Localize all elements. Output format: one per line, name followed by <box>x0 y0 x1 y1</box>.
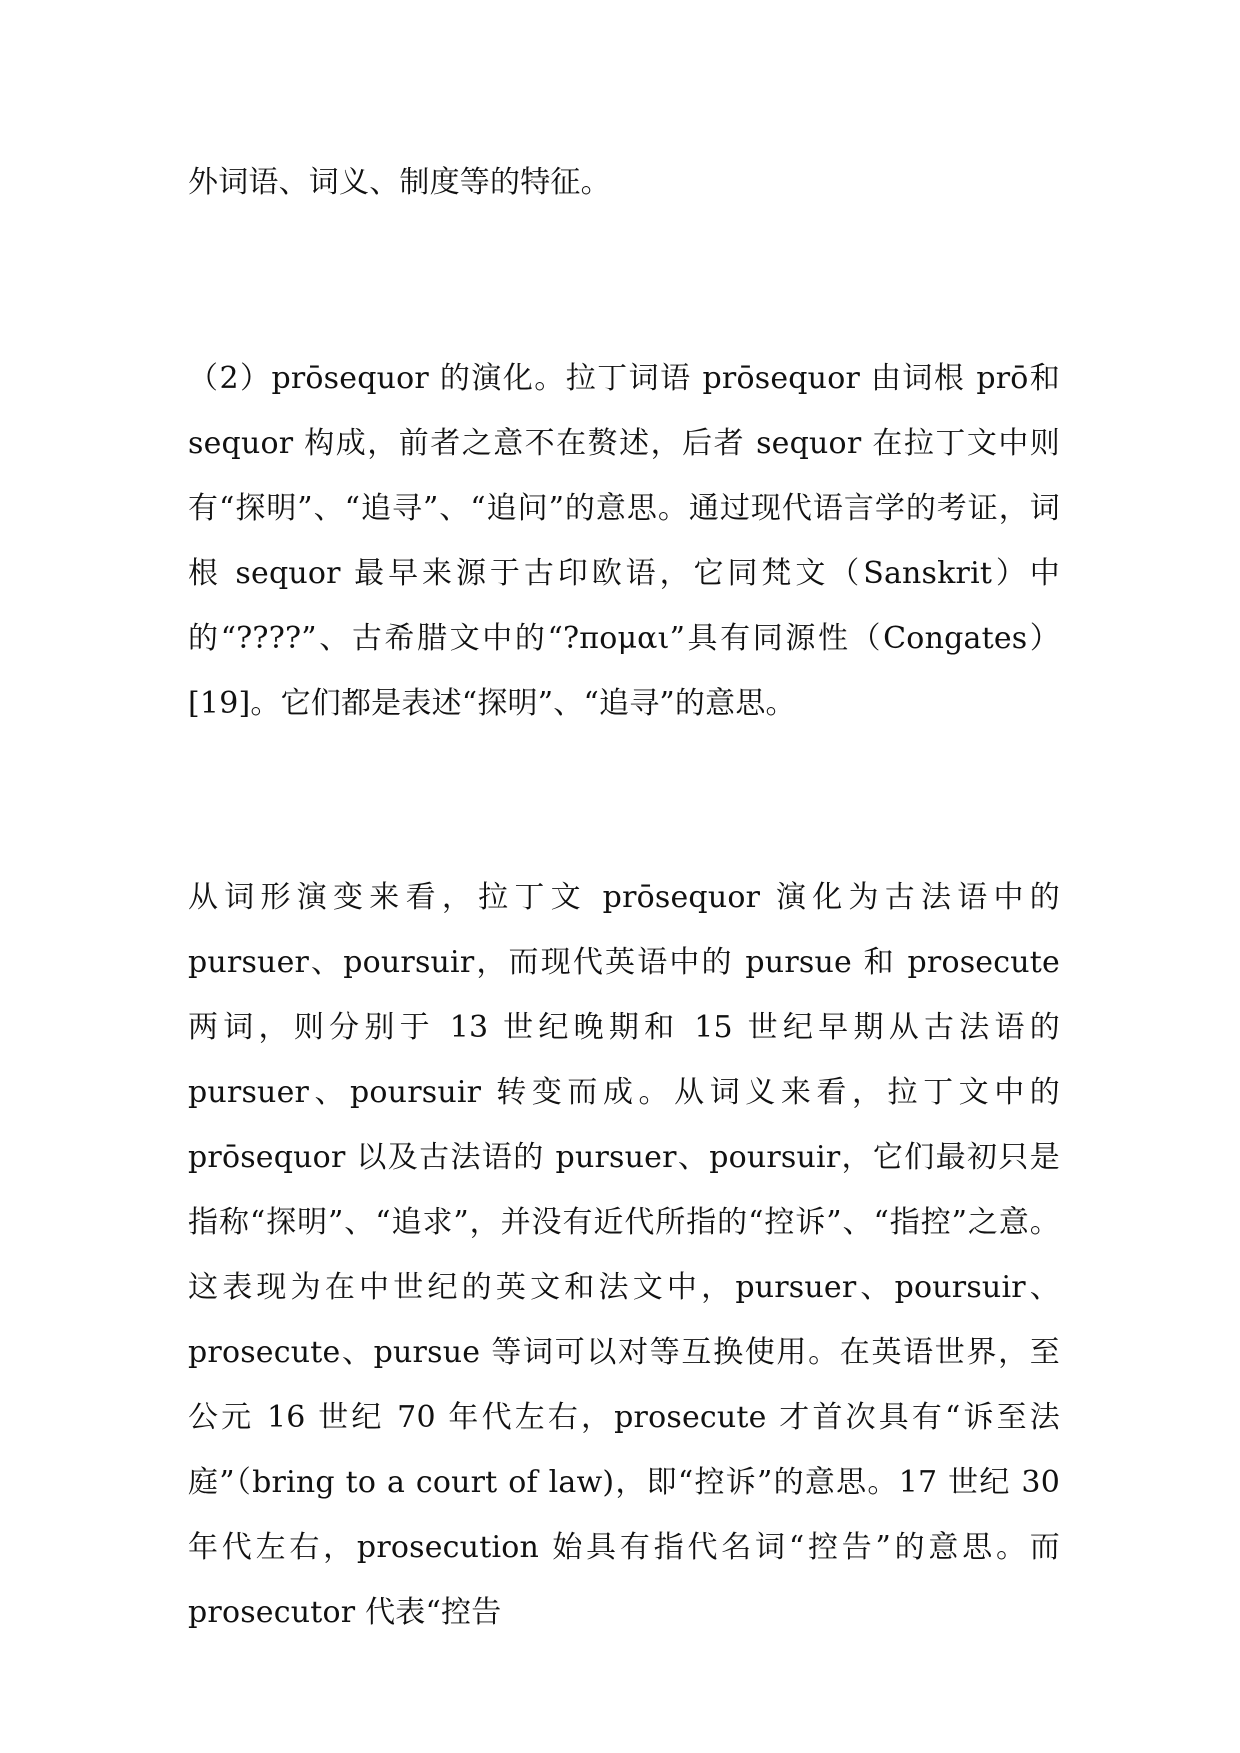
paragraph-3: 从词形演变来看，拉丁文 prōsequor 演化为古法语中的 pursuer、poursuir，而现代英语中的 pursue 和 prosecute 两词，则分别于 13 世纪晚期和 15 世纪早期从古法语的 pursuer、poursuir 转变而成。从词义来看，拉丁文中的 prōsequor 以及古法语的 pursuer、poursuir，它们最初只是指称“探明”、“追求”，并没有近代所指的“控诉”、“指控”之意。这表现为在中世纪的英文和法文中，pursuer、poursuir、prosecute、pursue 等词可以对等互换使用。在英语世界，至公元 16 世纪 70 年代左右，prosecute 才首次具有“诉至法庭”（bring to a court of law)，即“控诉”的意思。17 世纪 30 年代左右，prosecution 始具有指代名词“控告”的意思。而 prosecutor 代表“控告 <box>188 880 1060 1630</box>
paragraph-1: 外词语、词义、制度等的特征。 <box>188 165 611 200</box>
paragraph-2: （2）prōsequor 的演化。拉丁词语 prōsequor 由词根 prō和 sequor 构成，前者之意不在赘述，后者 sequor 在拉丁文中则有“探明”、“追寻”、“追问”的意思。通过现代语言学的考证，词根 sequor 最早来源于古印欧语，它同梵文（Sanskrit）中的“????”、古希腊文中的“?πομαι”具有同源性（Congates）[19]。它们都是表述“探明”、“追寻”的意思。 <box>188 361 1060 721</box>
